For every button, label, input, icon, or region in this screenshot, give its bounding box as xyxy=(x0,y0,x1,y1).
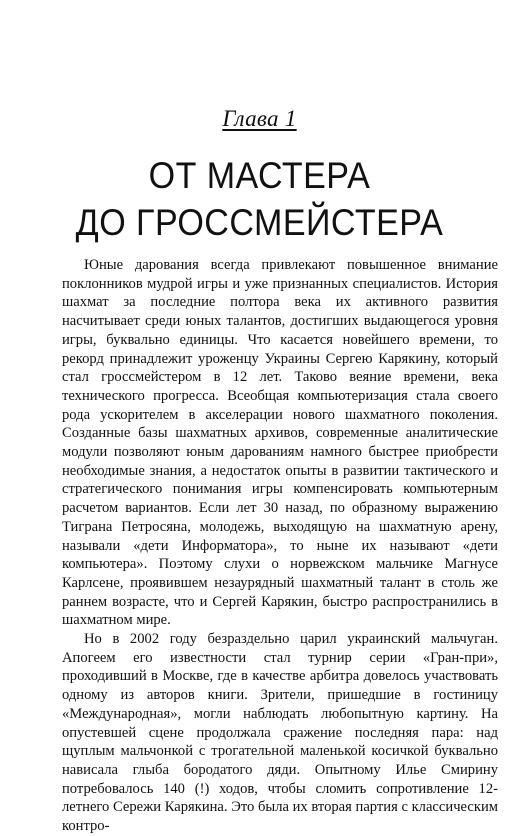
chapter-title-line-1: ОТ МАСТЕРА xyxy=(148,155,371,196)
paragraph-2: Но в 2002 году безраздельно царил украинский мальчуган. Апогеем его известности стал турнир серии «Гран-при», проходивший в Москве, где в качестве арбитра довелось участвовать одному из авторов книги. Зрители, пришедшие в гостиницу «Международная», могли наблюдать любопытную картину. На опустевшей сцене продолжала сражение последняя пара: над щуплым мальчонкой с трогательной маленькой косичкой буквально нависала глыба бородатого дяди. Опытному Илье Смирину потребовалось 140 (!) ходов, чтобы сломить сопротивление 12-летнего Сережи Карякина. Это была их вторая партия с классическим контро- xyxy=(62,631,498,835)
chapter-title-line-2: ДО ГРОССМЕЙСТЕРА xyxy=(75,202,444,243)
paragraph-1: Юные дарования всегда привлекают повышенное внимание поклонников мудрой игры и уже признанных специалистов. История шахмат за последние полтора века их активного развития насчитывает среди юных талантов, достигших выдающегося уровня игры, буквально единицы. Что касается новейшего времени, то рекорд принадлежит уроженцу Украины Сергею Карякину, который стал гроссмейстером в 12 лет. Таково веяние времени, века технического прогресса. Всеобщая компьютеризация стала своего рода ускорителем в акселерации нового шахматного поколения. Созданные базы шахматных архивов, современные аналитические модули позволяют юным дарованиям намного быстрее приобрести необходимые знания, а недостаток опыты в развитии тактического и стратегического понимания игры компенсировать компьютерным расчетом вариантов. Если лет 30 назад, по образному выражению Тиграна Петросяна, молодежь, выходящую на шахматную арену, называли «дети Информатора», то ныне их называют «дети компьютера». Поэтому слухи о норвежском мальчике Магнусе Карлсене, проявившем незаурядный шахматный талант в столь же раннем возрасте, что и Сергей Карякин, быстро распространились в шахматном мире. xyxy=(62,257,498,629)
chapter-title xyxy=(0,152,519,246)
body-text xyxy=(62,256,498,836)
chapter-label: Глава 1 xyxy=(222,106,297,131)
